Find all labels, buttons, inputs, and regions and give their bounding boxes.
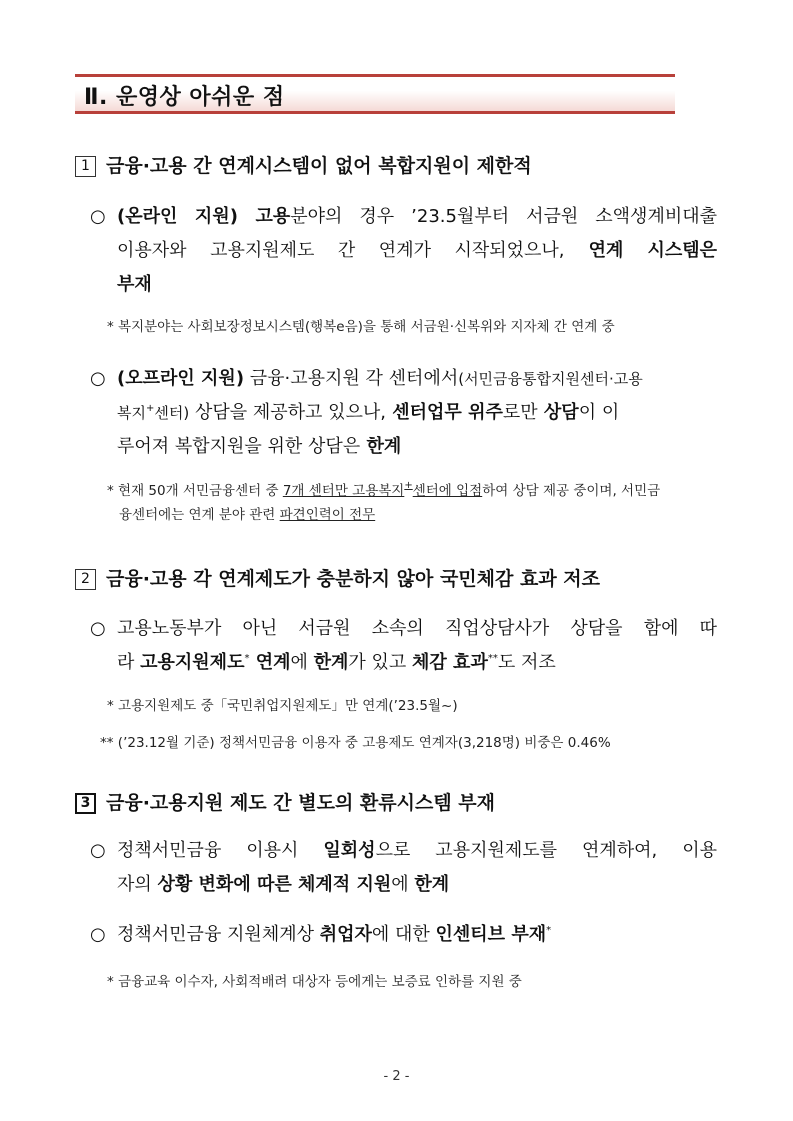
- footnote: [107, 694, 458, 718]
- text: 루어져 복합지원을 위한 상담은: [117, 436, 361, 457]
- text: 고용노동부가 아닌 서금원 소속의 직업상담사가 상담을 함에 따: [117, 618, 717, 639]
- footnote: [107, 970, 522, 994]
- issue-heading-text: 금융·고용 간 연계시스템이 없어 복합지원이 제한적: [106, 155, 532, 177]
- note-text: 하여 상담 제공 중이며, 서민금: [482, 483, 661, 499]
- section-title: Ⅱ. 운영상 아쉬운 점: [84, 85, 285, 110]
- superscript: **: [487, 653, 498, 664]
- bullet-mark: ○: [90, 840, 106, 861]
- superscript: +: [404, 480, 413, 491]
- footnote: [100, 731, 611, 755]
- text: 정책서민금융 이용시: [117, 840, 324, 861]
- note-text: 복지분야는 사회보장정보시스템(행복e음)을 통해 서금원·신복위와 지자체 간 연계 중: [118, 319, 615, 335]
- bullet-mark: ○: [90, 206, 106, 227]
- issue-heading-2: [75, 564, 600, 591]
- bold-text: (오프라인 지원): [117, 368, 245, 389]
- bullet-mark: ○: [90, 618, 106, 639]
- text: 상담을 제공하고 있으나,: [189, 402, 386, 423]
- bullet-line: [117, 396, 717, 430]
- note-text: 고용지원제도 중「국민취업지원제도」만 연계(’23.5월~): [118, 698, 458, 714]
- page-number: - 2 -: [383, 1069, 410, 1084]
- bullet-mark: ○: [90, 924, 106, 945]
- underlined-text: 7개 센터만 고용복지: [282, 483, 405, 499]
- bullet-line: [117, 362, 717, 396]
- superscript: *: [546, 925, 552, 936]
- bold-text: 체감 효과: [412, 652, 488, 673]
- bullet-mark: ○: [90, 368, 106, 389]
- bullet-line: [117, 234, 717, 268]
- text: 자의: [117, 874, 158, 895]
- note-text: 현재 50개 서민금융센터 중: [118, 483, 279, 499]
- text: 분야의 경우 ’23.5월부터 서금원 소액생계비대출: [290, 206, 718, 227]
- note-text: 융센터에는 연계 분야 관련: [119, 507, 276, 523]
- note-star: **: [100, 735, 114, 751]
- bold-text: 취업자: [319, 924, 372, 945]
- underlined-text: 센터에 입점: [412, 483, 483, 499]
- superscript: *: [244, 653, 250, 664]
- issue-number-box: 1: [75, 156, 96, 177]
- note-star: *: [107, 319, 114, 335]
- bullet-line: [117, 200, 717, 234]
- text: 정책서민금융 지원체계상: [117, 924, 320, 945]
- issue-number-box: 3: [75, 793, 96, 814]
- section-header: [75, 74, 675, 114]
- bold-text: 한계: [414, 874, 450, 895]
- bold-text: 연계 시스템은: [564, 240, 717, 261]
- text: 이 이: [578, 402, 620, 423]
- issue-number-box: 2: [75, 569, 96, 590]
- note-star: *: [107, 974, 114, 990]
- small-text: 센터): [154, 404, 190, 422]
- bullet-line: [117, 430, 717, 464]
- text: 으로 고용지원제도를 연계하여, 이용: [375, 840, 717, 861]
- note-star: *: [107, 483, 114, 499]
- bullet-line: [117, 868, 717, 902]
- bold-text: (온라인 지원) 고용: [117, 206, 291, 227]
- bold-text: 한계: [360, 436, 402, 457]
- bold-text: 센터업무 위주: [386, 402, 503, 423]
- text: 도 저조: [497, 652, 556, 673]
- note-text: (’23.12월 기준) 정책서민금융 이용자 중 고용제도 연계자(3,218명) 비중은 0.46%: [117, 735, 611, 751]
- bold-text: 인센티브 부재: [435, 924, 547, 945]
- bullet-line: [117, 268, 717, 302]
- footnote: [107, 479, 660, 527]
- text: 라: [117, 652, 141, 673]
- text: 이용자와 고용지원제도 간 연계가 시작되었으나,: [117, 240, 565, 261]
- footnote: [107, 315, 615, 339]
- small-text: (서민금융통합지원센터·고용: [458, 370, 643, 388]
- bullet-line: [117, 918, 717, 952]
- small-text: 복지: [117, 404, 146, 422]
- bullet-line: [117, 646, 717, 680]
- note-star: *: [107, 698, 114, 714]
- note-text: 금융교육 이수자, 사회적배려 대상자 등에게는 보증료 인하를 지원 중: [118, 974, 522, 990]
- bold-text: 연계: [249, 652, 291, 673]
- text: 에 대한: [371, 924, 436, 945]
- bold-text: 일회성: [323, 840, 376, 861]
- bold-text: 상황 변화에 따른 체계적 지원: [157, 874, 392, 895]
- bold-text: 상담: [537, 402, 579, 423]
- bold-text: 고용지원제도: [140, 652, 245, 673]
- underlined-text: 파견인력이 전무: [279, 507, 376, 523]
- superscript: +: [145, 403, 155, 414]
- issue-heading-1: [75, 151, 532, 178]
- text: 로만: [502, 402, 538, 423]
- bold-text: 부재: [117, 274, 152, 295]
- issue-heading-text: 금융·고용 각 연계제도가 충분하지 않아 국민체감 효과 저조: [106, 568, 601, 590]
- issue-heading-text: 금융·고용지원 제도 간 별도의 환류시스템 부재: [106, 792, 496, 814]
- issue-heading-3: [75, 788, 495, 815]
- text: 가 있고: [348, 652, 413, 673]
- bold-text: 한계: [313, 652, 349, 673]
- header-bottom-rule: [75, 111, 675, 114]
- bullet-line: [117, 612, 717, 646]
- text: 금융·고용지원 각 센터에서: [244, 368, 459, 389]
- text: 에: [290, 652, 314, 673]
- bullet-line: [117, 834, 717, 868]
- text: 에: [391, 874, 415, 895]
